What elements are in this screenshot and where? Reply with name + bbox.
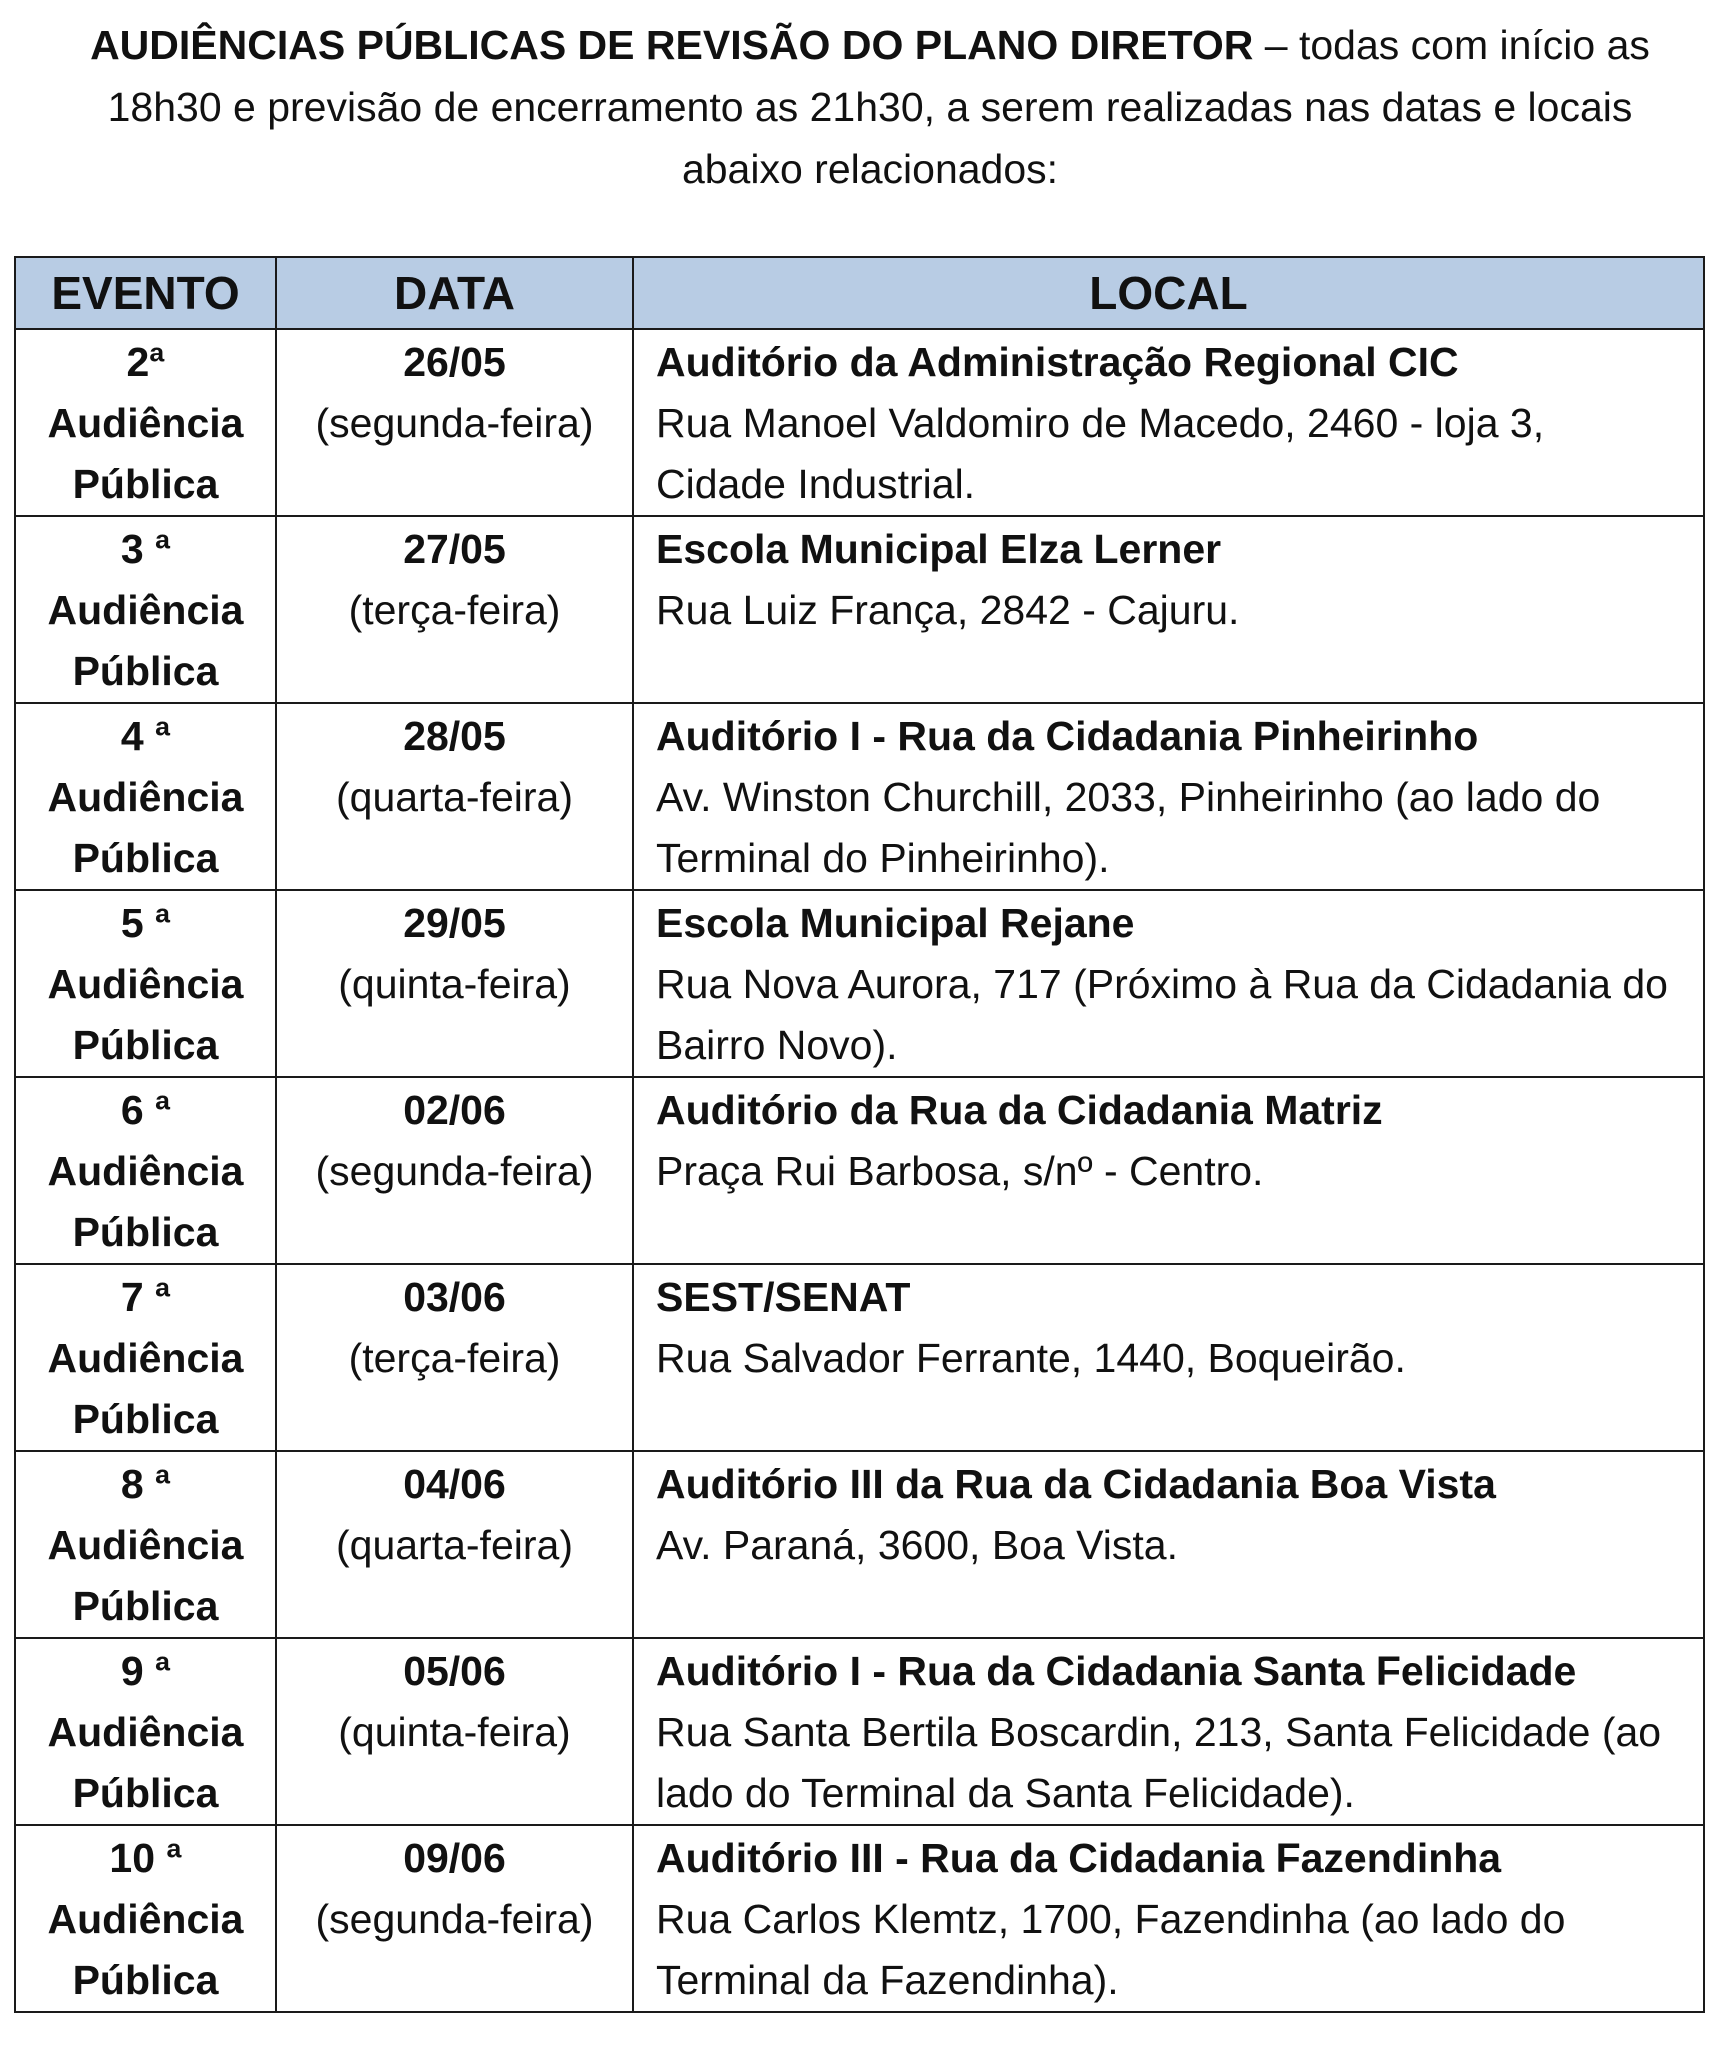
event-cell xyxy=(15,1077,276,1264)
event-number: 3 ª xyxy=(120,526,171,572)
event-number: 7 ª xyxy=(120,1274,171,1320)
hearings-schedule-table xyxy=(14,256,1705,2013)
event-cell xyxy=(15,516,276,703)
table-row xyxy=(15,890,1704,1077)
location-cell xyxy=(633,703,1704,890)
intro-title: AUDIÊNCIAS PÚBLICAS DE REVISÃO DO PLANO DIRETOR xyxy=(90,22,1254,68)
event-date: 05/06 xyxy=(403,1648,506,1694)
event-cell xyxy=(15,329,276,516)
intro-text: – todas com início as 18h30 e previsão de encerramento as 21h30, a serem realizadas nas datas e locais abaixo relacionados: xyxy=(107,22,1650,192)
date-cell xyxy=(276,1077,633,1264)
header-row xyxy=(15,257,1704,329)
intro-paragraph xyxy=(60,14,1680,200)
event-word-audiencia: Audiência xyxy=(47,400,244,446)
event-weekday: (quarta-feira) xyxy=(336,1522,573,1568)
event-weekday: (quinta-feira) xyxy=(338,1709,571,1755)
event-cell xyxy=(15,1451,276,1638)
event-cell xyxy=(15,1264,276,1451)
event-word-audiencia: Audiência xyxy=(47,1709,244,1755)
event-word-publica: Pública xyxy=(72,1396,219,1442)
event-weekday: (quarta-feira) xyxy=(336,774,573,820)
venue-name: Auditório da Rua da Cidadania Matriz xyxy=(656,1087,1383,1133)
date-cell xyxy=(276,703,633,890)
table-body xyxy=(15,329,1704,2012)
event-word-publica: Pública xyxy=(72,648,219,694)
table-header xyxy=(15,257,1704,329)
event-word-audiencia: Audiência xyxy=(47,1896,244,1942)
event-date: 04/06 xyxy=(403,1461,506,1507)
event-word-publica: Pública xyxy=(72,835,219,881)
venue-name: Escola Municipal Elza Lerner xyxy=(656,526,1222,572)
event-number: 5 ª xyxy=(120,900,171,946)
date-cell xyxy=(276,329,633,516)
venue-name: Auditório III - Rua da Cidadania Fazendinha xyxy=(656,1835,1502,1881)
event-number: 8 ª xyxy=(120,1461,171,1507)
event-weekday: (terça-feira) xyxy=(348,587,561,633)
event-word-audiencia: Audiência xyxy=(47,774,244,820)
event-word-publica: Pública xyxy=(72,1770,219,1816)
date-cell xyxy=(276,890,633,1077)
event-word-audiencia: Audiência xyxy=(47,1335,244,1381)
venue-address: Rua Luiz França, 2842 - Cajuru. xyxy=(656,587,1240,633)
event-date: 28/05 xyxy=(403,713,506,759)
venue-address: Rua Salvador Ferrante, 1440, Boqueirão. xyxy=(656,1335,1406,1381)
event-weekday: (quinta-feira) xyxy=(338,961,571,1007)
venue-name: SEST/SENAT xyxy=(656,1274,911,1320)
event-cell xyxy=(15,890,276,1077)
venue-address: Rua Nova Aurora, 717 (Próximo à Rua da Cidadania do Bairro Novo). xyxy=(656,961,1668,1068)
event-date: 03/06 xyxy=(403,1274,506,1320)
location-cell xyxy=(633,1264,1704,1451)
header-data: DATA xyxy=(276,257,633,329)
event-word-audiencia: Audiência xyxy=(47,961,244,1007)
location-cell xyxy=(633,1638,1704,1825)
date-cell xyxy=(276,516,633,703)
event-word-publica: Pública xyxy=(72,1957,219,2003)
venue-name: Auditório I - Rua da Cidadania Santa Felicidade xyxy=(656,1648,1577,1694)
table-row xyxy=(15,1638,1704,1825)
event-word-publica: Pública xyxy=(72,461,219,507)
event-date: 27/05 xyxy=(403,526,506,572)
event-word-audiencia: Audiência xyxy=(47,1148,244,1194)
event-word-publica: Pública xyxy=(72,1583,219,1629)
location-cell xyxy=(633,1451,1704,1638)
venue-address: Rua Santa Bertila Boscardin, 213, Santa Felicidade (ao lado do Terminal da Santa Felicidade). xyxy=(656,1709,1662,1816)
venue-name: Auditório III da Rua da Cidadania Boa Vista xyxy=(656,1461,1496,1507)
table-row xyxy=(15,1264,1704,1451)
table-row xyxy=(15,1825,1704,2012)
header-local: LOCAL xyxy=(633,257,1704,329)
date-cell xyxy=(276,1264,633,1451)
location-cell xyxy=(633,1825,1704,2012)
event-weekday: (segunda-feira) xyxy=(315,1896,594,1942)
event-date: 09/06 xyxy=(403,1835,506,1881)
event-date: 26/05 xyxy=(403,339,506,385)
location-cell xyxy=(633,516,1704,703)
location-cell xyxy=(633,329,1704,516)
event-date: 29/05 xyxy=(403,900,506,946)
table-row xyxy=(15,516,1704,703)
event-weekday: (segunda-feira) xyxy=(315,1148,594,1194)
event-cell xyxy=(15,703,276,890)
event-number: 4 ª xyxy=(120,713,171,759)
table-row xyxy=(15,703,1704,890)
location-cell xyxy=(633,890,1704,1077)
venue-address: Av. Paraná, 3600, Boa Vista. xyxy=(656,1522,1178,1568)
venue-name: Escola Municipal Rejane xyxy=(656,900,1135,946)
location-cell xyxy=(633,1077,1704,1264)
event-number: 2ª xyxy=(126,339,165,385)
event-word-publica: Pública xyxy=(72,1022,219,1068)
venue-address: Rua Carlos Klemtz, 1700, Fazendinha (ao lado do Terminal da Fazendinha). xyxy=(656,1896,1566,2003)
venue-address: Rua Manoel Valdomiro de Macedo, 2460 - loja 3, Cidade Industrial. xyxy=(656,400,1545,507)
venue-name: Auditório da Administração Regional CIC xyxy=(656,339,1459,385)
event-word-audiencia: Audiência xyxy=(47,587,244,633)
event-word-publica: Pública xyxy=(72,1209,219,1255)
event-word-audiencia: Audiência xyxy=(47,1522,244,1568)
table-row xyxy=(15,1451,1704,1638)
table-row xyxy=(15,329,1704,516)
event-weekday: (segunda-feira) xyxy=(315,400,594,446)
event-date: 02/06 xyxy=(403,1087,506,1133)
event-number: 6 ª xyxy=(120,1087,171,1133)
event-weekday: (terça-feira) xyxy=(348,1335,561,1381)
venue-address: Praça Rui Barbosa, s/nº - Centro. xyxy=(656,1148,1264,1194)
event-number: 10 ª xyxy=(109,1835,182,1881)
date-cell xyxy=(276,1451,633,1638)
header-evento: EVENTO xyxy=(15,257,276,329)
table-row xyxy=(15,1077,1704,1264)
event-cell xyxy=(15,1638,276,1825)
event-cell xyxy=(15,1825,276,2012)
venue-address: Av. Winston Churchill, 2033, Pinheirinho (ao lado do Terminal do Pinheirinho). xyxy=(656,774,1601,881)
date-cell xyxy=(276,1825,633,2012)
venue-name: Auditório I - Rua da Cidadania Pinheirinho xyxy=(656,713,1479,759)
date-cell xyxy=(276,1638,633,1825)
event-number: 9 ª xyxy=(120,1648,171,1694)
